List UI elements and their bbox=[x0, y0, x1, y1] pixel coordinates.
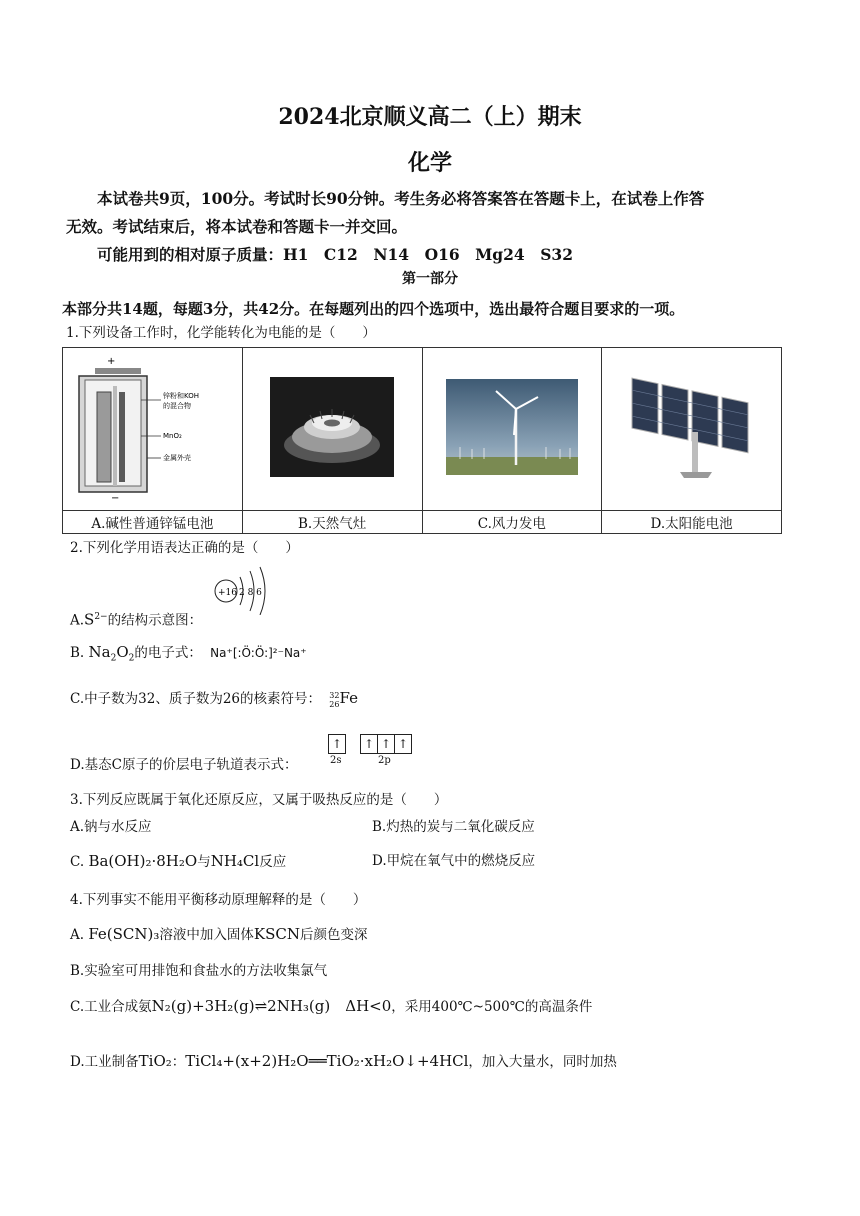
orbital-2p-box-1: ↑ bbox=[360, 734, 378, 754]
q3-c-mid: 与 bbox=[197, 854, 211, 870]
part-title: 第一部分 bbox=[402, 271, 458, 287]
sub-2b: 2 bbox=[128, 653, 135, 664]
ammonia-synthesis-equation: N₂(g)+3H₂(g)⇌2NH₃(g) ΔH<0 bbox=[151, 997, 392, 1015]
mass-number: 32 bbox=[329, 690, 340, 700]
intro-line-2: 无效。考试结束后，将本试卷和答题卡一并交回。 bbox=[66, 217, 408, 236]
q4-c-prefix: C.工业合成氨 bbox=[70, 999, 152, 1015]
q2-option-a bbox=[70, 607, 202, 631]
gas-stove-image-cell bbox=[242, 348, 422, 511]
option-c-wind-power: C.风力发电 bbox=[422, 511, 602, 534]
battery-label-3: MnO₂ bbox=[163, 432, 183, 440]
q2-b-text: 的电子式： bbox=[134, 645, 202, 661]
part-description: 本部分共14题，每题3分，共42分。在每题列出的四个选项中，选出最符合题目要求的一项。 bbox=[62, 300, 685, 318]
q3-c-suffix: 反应 bbox=[259, 854, 287, 870]
q2-option-c bbox=[70, 688, 358, 709]
sodium-peroxide-formula-na: Na bbox=[88, 643, 111, 661]
q4-a-prefix: A. bbox=[70, 927, 89, 943]
option-b-gas-stove: B.天然气灶 bbox=[242, 511, 422, 534]
battery-label-4: 金属外壳 bbox=[163, 454, 192, 462]
kscn-formula: KSCN bbox=[253, 925, 300, 943]
q2-d-text: D.基态C原子的价层电子轨道表示式： bbox=[70, 757, 298, 773]
q2-option-b bbox=[70, 642, 307, 669]
atomic-number: 26 bbox=[329, 699, 340, 709]
solar-panel-image-cell bbox=[602, 348, 782, 511]
gas-stove-image bbox=[270, 377, 394, 477]
orbital-2s-box: ↑ bbox=[328, 734, 346, 754]
orbital-diagram bbox=[328, 733, 428, 773]
sodium-peroxide-formula-o: O bbox=[116, 643, 129, 661]
battery-label-1: 锌粉和KOH bbox=[163, 392, 200, 400]
q3-c-prefix: C. bbox=[70, 854, 89, 870]
q4-d-suffix: ，加入大量水，同时加热 bbox=[468, 1054, 617, 1070]
sub-2a: 2 bbox=[110, 653, 117, 664]
q4-option-c bbox=[70, 996, 592, 1017]
barium-hydroxide-formula: Ba(OH)₂·8H₂O bbox=[88, 852, 198, 870]
option-a-battery: A.碱性普通锌锰电池 bbox=[63, 511, 243, 534]
q4-d-prefix: D.工业制备 bbox=[70, 1054, 139, 1070]
q4-d-colon: ： bbox=[171, 1054, 186, 1070]
battery-minus-label: − bbox=[111, 493, 120, 502]
q1-stem: 1.下列设备工作时，化学能转化为电能的是（ ） bbox=[66, 325, 376, 341]
q2-c-text: C.中子数为32、质子数为26的核素符号： bbox=[70, 691, 321, 707]
titanium-hydrolysis-equation: TiCl₄+(x+2)H₂O══TiO₂·xH₂O↓+4HCl bbox=[185, 1052, 469, 1070]
titanium-dioxide-formula: TiO₂ bbox=[138, 1052, 172, 1070]
q4-stem: 4.下列事实不能用平衡移动原理解释的是（ ） bbox=[70, 892, 367, 908]
subject-title: 化学 bbox=[407, 150, 452, 176]
orbital-2p-box-3: ↑ bbox=[395, 734, 412, 754]
atomic-mass-line: 可能用到的相对原子质量：H1 C12 N14 O16 Mg24 S32 bbox=[97, 245, 573, 264]
solar-panel-image bbox=[622, 372, 762, 482]
sulfur-ion-formula: S bbox=[84, 610, 95, 629]
q3-stem: 3.下列反应既属于氧化还原反应，又属于吸热反应的是（ ） bbox=[70, 792, 448, 808]
q2-stem: 2.下列化学用语表达正确的是（ ） bbox=[70, 540, 299, 556]
label-2p: 2p bbox=[378, 755, 391, 766]
exam-title: 2024北京顺义高二（上）期末 bbox=[278, 104, 582, 130]
q4-option-d bbox=[70, 1051, 617, 1072]
q3-option-c bbox=[70, 851, 286, 872]
iron-thiocyanate-formula: Fe(SCN)₃ bbox=[88, 925, 160, 943]
battery-diagram-image bbox=[67, 352, 237, 502]
electron-shells: 2 8 6 bbox=[239, 588, 262, 598]
q1-options-table bbox=[62, 347, 782, 534]
q4-option-b: B.实验室可用排饱和食盐水的方法收集氯气 bbox=[70, 963, 328, 979]
nuclide-numbers bbox=[329, 691, 339, 709]
nucleus-charge: +16 bbox=[218, 588, 237, 598]
q3-option-d: D.甲烷在氧气中的燃烧反应 bbox=[372, 853, 536, 869]
q4-a-text: 溶液中加入固体 bbox=[159, 927, 254, 943]
intro-line-1: 本试卷共9页，100分。考试时长90分钟。考生务必将答案答在答题卡上，在试卷上作答 bbox=[97, 189, 705, 208]
battery-image-cell bbox=[63, 348, 243, 511]
q2-option-d bbox=[70, 755, 297, 775]
atom-structure-diagram bbox=[212, 563, 272, 615]
option-d-solar-cell: D.太阳能电池 bbox=[602, 511, 782, 534]
battery-plus-label: + bbox=[107, 356, 116, 367]
orbital-2p-box-2: ↑ bbox=[378, 734, 395, 754]
q2-b-prefix: B. bbox=[70, 645, 89, 661]
q4-c-suffix: ，采用400℃~500℃的高温条件 bbox=[391, 999, 593, 1015]
wind-power-image-cell bbox=[422, 348, 602, 511]
electron-formula: Na⁺[:Ö:Ö:]²⁻Na⁺ bbox=[210, 646, 307, 660]
ammonium-chloride-formula: NH₄Cl bbox=[210, 852, 260, 870]
wind-turbine-image bbox=[446, 379, 578, 475]
q4-option-a bbox=[70, 924, 368, 945]
q3-option-b: B.灼热的炭与二氧化碳反应 bbox=[372, 819, 535, 835]
label-2s: 2s bbox=[330, 755, 342, 766]
q2-a-prefix: A. bbox=[70, 612, 85, 629]
sulfur-ion-charge: 2− bbox=[94, 612, 108, 622]
q4-a-text2: 后颜色变深 bbox=[300, 927, 368, 943]
q3-option-a: A.钠与水反应 bbox=[70, 819, 152, 835]
battery-label-2: 的混合物 bbox=[163, 402, 192, 410]
q2-a-text: 的结构示意图： bbox=[107, 612, 203, 629]
element-symbol: Fe bbox=[339, 689, 358, 707]
